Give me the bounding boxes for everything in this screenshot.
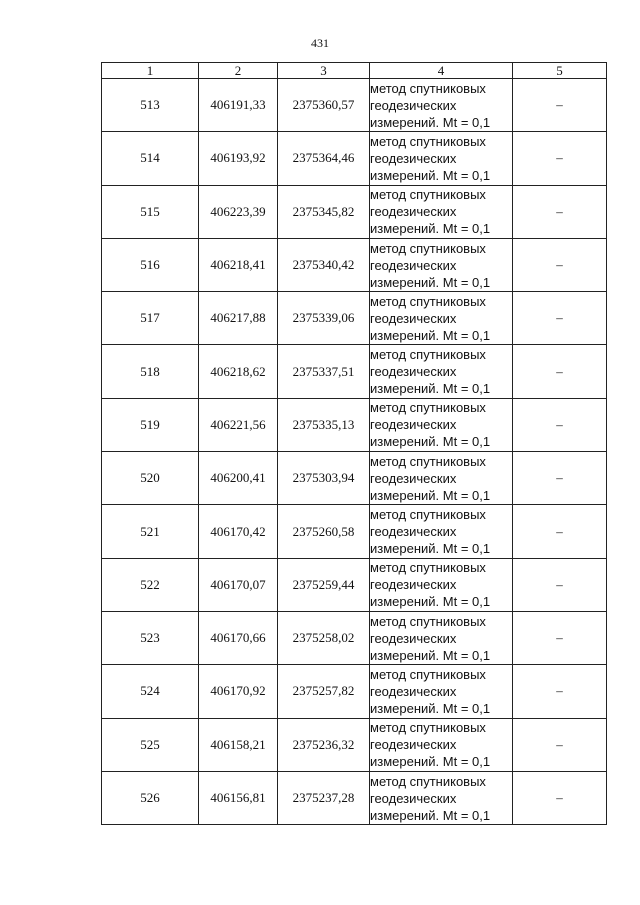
coordinates-table	[101, 62, 607, 825]
method-line: измерений. Mt = 0,1	[370, 167, 491, 183]
column-header: 3	[278, 63, 370, 79]
method-cell	[370, 665, 513, 718]
method-line: измерений. Mt = 0,1	[370, 434, 491, 450]
point-number-cell: 516	[102, 238, 199, 291]
method-line: метод спутниковых	[370, 613, 486, 629]
method-line: измерений. Mt = 0,1	[370, 487, 491, 503]
note-cell: –	[513, 665, 607, 718]
note-cell: –	[513, 398, 607, 451]
method-cell	[370, 345, 513, 398]
y-coordinate-cell: 2375337,51	[278, 345, 370, 398]
point-number-cell: 526	[102, 771, 199, 824]
y-coordinate-cell: 2375364,46	[278, 132, 370, 185]
method-cell	[370, 611, 513, 664]
table-row	[102, 771, 607, 824]
method-line: геодезических	[370, 524, 457, 540]
x-coordinate-cell: 406191,33	[199, 79, 278, 132]
method-line: геодезических	[370, 683, 457, 699]
method-line: метод спутниковых	[370, 133, 486, 149]
note-cell: –	[513, 79, 607, 132]
y-coordinate-cell: 2375345,82	[278, 185, 370, 238]
y-coordinate-cell: 2375335,13	[278, 398, 370, 451]
method-line: измерений. Mt = 0,1	[370, 754, 491, 770]
method-line: метод спутниковых	[370, 560, 486, 576]
y-coordinate-cell: 2375259,44	[278, 558, 370, 611]
x-coordinate-cell: 406217,88	[199, 292, 278, 345]
table-row	[102, 132, 607, 185]
table-row	[102, 79, 607, 132]
method-line: измерений. Mt = 0,1	[370, 541, 491, 557]
method-line: метод спутниковых	[370, 507, 486, 523]
method-line: геодезических	[370, 790, 457, 806]
table-row	[102, 185, 607, 238]
method-line: геодезических	[370, 364, 457, 380]
note-cell: –	[513, 452, 607, 505]
point-number-cell: 522	[102, 558, 199, 611]
method-line: геодезических	[370, 417, 457, 433]
y-coordinate-cell: 2375360,57	[278, 79, 370, 132]
method-line: геодезических	[370, 630, 457, 646]
method-line: измерений. Mt = 0,1	[370, 327, 491, 343]
method-line: измерений. Mt = 0,1	[370, 114, 491, 130]
table-header-row	[102, 63, 607, 79]
method-line: измерений. Mt = 0,1	[370, 647, 491, 663]
x-coordinate-cell: 406156,81	[199, 771, 278, 824]
method-line: метод спутниковых	[370, 720, 486, 736]
note-cell: –	[513, 292, 607, 345]
point-number-cell: 525	[102, 718, 199, 771]
y-coordinate-cell: 2375303,94	[278, 452, 370, 505]
method-line: геодезических	[370, 577, 457, 593]
table-row	[102, 345, 607, 398]
method-line: метод спутниковых	[370, 187, 486, 203]
method-line: метод спутниковых	[370, 80, 486, 96]
column-header: 5	[513, 63, 607, 79]
x-coordinate-cell: 406218,41	[199, 238, 278, 291]
table-row	[102, 505, 607, 558]
x-coordinate-cell: 406193,92	[199, 132, 278, 185]
x-coordinate-cell: 406158,21	[199, 718, 278, 771]
x-coordinate-cell: 406170,66	[199, 611, 278, 664]
note-cell: –	[513, 771, 607, 824]
method-line: измерений. Mt = 0,1	[370, 381, 491, 397]
method-line: измерений. Mt = 0,1	[370, 594, 491, 610]
table-row	[102, 558, 607, 611]
method-cell	[370, 718, 513, 771]
method-line: метод спутниковых	[370, 773, 486, 789]
point-number-cell: 520	[102, 452, 199, 505]
method-line: метод спутниковых	[370, 453, 486, 469]
note-cell: –	[513, 558, 607, 611]
point-number-cell: 524	[102, 665, 199, 718]
method-line: измерений. Mt = 0,1	[370, 807, 491, 823]
note-cell: –	[513, 611, 607, 664]
y-coordinate-cell: 2375339,06	[278, 292, 370, 345]
x-coordinate-cell: 406223,39	[199, 185, 278, 238]
point-number-cell: 517	[102, 292, 199, 345]
table-row	[102, 452, 607, 505]
method-line: геодезических	[370, 257, 457, 273]
y-coordinate-cell: 2375258,02	[278, 611, 370, 664]
y-coordinate-cell: 2375236,32	[278, 718, 370, 771]
x-coordinate-cell: 406221,56	[199, 398, 278, 451]
x-coordinate-cell: 406170,07	[199, 558, 278, 611]
method-line: метод спутниковых	[370, 347, 486, 363]
x-coordinate-cell: 406200,41	[199, 452, 278, 505]
method-line: метод спутниковых	[370, 293, 486, 309]
point-number-cell: 523	[102, 611, 199, 664]
note-cell: –	[513, 185, 607, 238]
column-header: 2	[199, 63, 278, 79]
x-coordinate-cell: 406170,42	[199, 505, 278, 558]
method-line: метод спутниковых	[370, 240, 486, 256]
method-line: измерений. Mt = 0,1	[370, 274, 491, 290]
method-cell	[370, 505, 513, 558]
table-row	[102, 611, 607, 664]
method-line: геодезических	[370, 97, 457, 113]
table-row	[102, 718, 607, 771]
method-cell	[370, 132, 513, 185]
method-cell	[370, 238, 513, 291]
method-cell	[370, 452, 513, 505]
column-header: 4	[370, 63, 513, 79]
point-number-cell: 518	[102, 345, 199, 398]
method-cell	[370, 771, 513, 824]
method-line: геодезических	[370, 310, 457, 326]
x-coordinate-cell: 406218,62	[199, 345, 278, 398]
method-line: метод спутниковых	[370, 666, 486, 682]
x-coordinate-cell: 406170,92	[199, 665, 278, 718]
table-row	[102, 238, 607, 291]
method-cell	[370, 558, 513, 611]
method-cell	[370, 79, 513, 132]
point-number-cell: 513	[102, 79, 199, 132]
point-number-cell: 521	[102, 505, 199, 558]
note-cell: –	[513, 505, 607, 558]
note-cell: –	[513, 132, 607, 185]
method-cell	[370, 292, 513, 345]
point-number-cell: 515	[102, 185, 199, 238]
method-cell	[370, 398, 513, 451]
method-line: измерений. Mt = 0,1	[370, 700, 491, 716]
method-line: геодезических	[370, 150, 457, 166]
note-cell: –	[513, 345, 607, 398]
table-row	[102, 665, 607, 718]
note-cell: –	[513, 238, 607, 291]
method-line: геодезических	[370, 470, 457, 486]
page-number: 431	[311, 36, 329, 50]
table-body	[102, 79, 607, 825]
column-header: 1	[102, 63, 199, 79]
y-coordinate-cell: 2375340,42	[278, 238, 370, 291]
point-number-cell: 514	[102, 132, 199, 185]
method-line: метод спутниковых	[370, 400, 486, 416]
y-coordinate-cell: 2375237,28	[278, 771, 370, 824]
method-cell	[370, 185, 513, 238]
method-line: измерений. Mt = 0,1	[370, 221, 491, 237]
method-line: геодезических	[370, 737, 457, 753]
y-coordinate-cell: 2375260,58	[278, 505, 370, 558]
y-coordinate-cell: 2375257,82	[278, 665, 370, 718]
point-number-cell: 519	[102, 398, 199, 451]
method-line: геодезических	[370, 204, 457, 220]
table-row	[102, 398, 607, 451]
note-cell: –	[513, 718, 607, 771]
table-row	[102, 292, 607, 345]
